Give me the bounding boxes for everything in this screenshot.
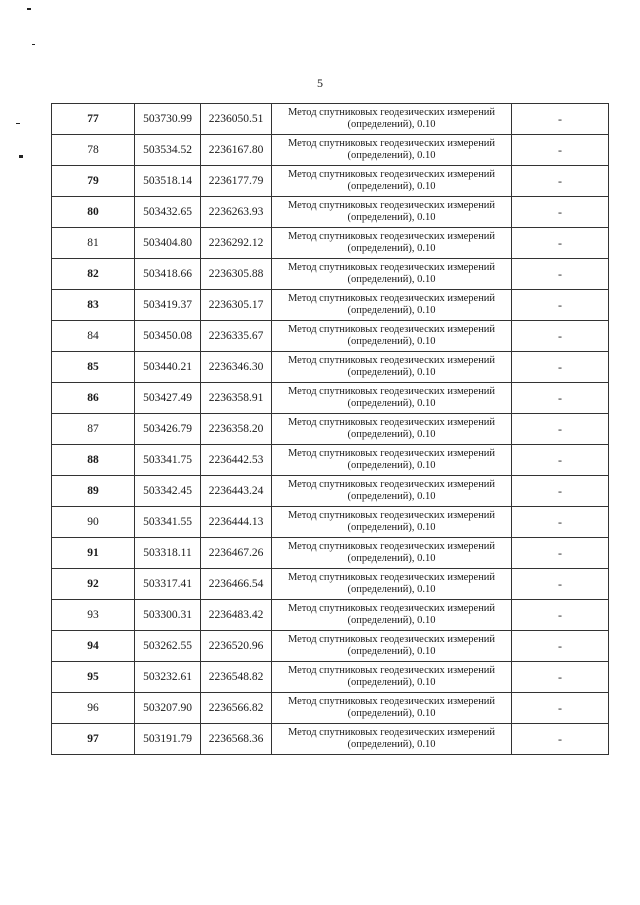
point-number-cell: 87: [52, 414, 135, 445]
x-coordinate-cell: 503191.79: [135, 724, 201, 755]
method-cell: [272, 476, 512, 507]
coordinates-table: [51, 103, 609, 755]
method-text-line: Метод спутниковых геодезических измерений: [287, 603, 496, 614]
method-text-line: Метод спутниковых геодезических измерений: [287, 107, 496, 118]
method-accuracy-line: (определений), 0.10: [347, 181, 436, 192]
x-coordinate-cell: 503404.80: [135, 228, 201, 259]
method-text-line: Метод спутниковых геодезических измерений: [287, 696, 496, 707]
method-cell: [272, 445, 512, 476]
table-row: [52, 693, 609, 724]
dash-cell: -: [512, 724, 609, 755]
x-coordinate-cell: 503427.49: [135, 383, 201, 414]
method-text-line: Метод спутниковых геодезических измерений: [287, 262, 496, 273]
method-cell: [272, 166, 512, 197]
coordinates-table-body: [52, 104, 609, 755]
point-number-cell: 82: [52, 259, 135, 290]
y-coordinate-cell: 2236444.13: [201, 507, 272, 538]
y-coordinate-cell: 2236305.17: [201, 290, 272, 321]
method-cell: [272, 290, 512, 321]
table-row: [52, 507, 609, 538]
y-coordinate-cell: 2236483.42: [201, 600, 272, 631]
method-accuracy-line: (определений), 0.10: [347, 150, 436, 161]
method-cell: [272, 569, 512, 600]
method-text-line: Метод спутниковых геодезических измерений: [287, 665, 496, 676]
table-row: [52, 569, 609, 600]
y-coordinate-cell: 2236263.93: [201, 197, 272, 228]
point-number-cell: 94: [52, 631, 135, 662]
method-accuracy-line: (определений), 0.10: [347, 212, 436, 223]
point-number-cell: 83: [52, 290, 135, 321]
dash-cell: -: [512, 228, 609, 259]
x-coordinate-cell: 503440.21: [135, 352, 201, 383]
x-coordinate-cell: 503232.61: [135, 662, 201, 693]
method-cell: [272, 693, 512, 724]
x-coordinate-cell: 503518.14: [135, 166, 201, 197]
x-coordinate-cell: 503534.52: [135, 135, 201, 166]
table-row: [52, 321, 609, 352]
y-coordinate-cell: 2236548.82: [201, 662, 272, 693]
y-coordinate-cell: 2236177.79: [201, 166, 272, 197]
method-cell: [272, 383, 512, 414]
point-number-cell: 88: [52, 445, 135, 476]
table-row: [52, 383, 609, 414]
method-cell: [272, 259, 512, 290]
point-number-cell: 91: [52, 538, 135, 569]
method-text-line: Метод спутниковых геодезических измерений: [287, 727, 496, 738]
y-coordinate-cell: 2236358.91: [201, 383, 272, 414]
point-number-cell: 96: [52, 693, 135, 724]
y-coordinate-cell: 2236346.30: [201, 352, 272, 383]
y-coordinate-cell: 2236292.12: [201, 228, 272, 259]
method-text-line: Метод спутниковых геодезических измерений: [287, 479, 496, 490]
dash-cell: -: [512, 104, 609, 135]
x-coordinate-cell: 503317.41: [135, 569, 201, 600]
method-accuracy-line: (определений), 0.10: [347, 646, 436, 657]
dash-cell: -: [512, 631, 609, 662]
point-number-cell: 79: [52, 166, 135, 197]
y-coordinate-cell: 2236167.80: [201, 135, 272, 166]
x-coordinate-cell: 503426.79: [135, 414, 201, 445]
method-text-line: Метод спутниковых геодезических измерений: [287, 448, 496, 459]
method-cell: [272, 352, 512, 383]
method-accuracy-line: (определений), 0.10: [347, 739, 436, 750]
method-accuracy-line: (определений), 0.10: [347, 708, 436, 719]
y-coordinate-cell: 2236568.36: [201, 724, 272, 755]
x-coordinate-cell: 503432.65: [135, 197, 201, 228]
point-number-cell: 95: [52, 662, 135, 693]
method-text-line: Метод спутниковых геодезических измерений: [287, 417, 496, 428]
method-text-line: Метод спутниковых геодезических измерений: [287, 355, 496, 366]
x-coordinate-cell: 503450.08: [135, 321, 201, 352]
method-cell: [272, 321, 512, 352]
table-row: [52, 197, 609, 228]
point-number-cell: 80: [52, 197, 135, 228]
method-accuracy-line: (определений), 0.10: [347, 460, 436, 471]
x-coordinate-cell: 503207.90: [135, 693, 201, 724]
x-coordinate-cell: 503262.55: [135, 631, 201, 662]
point-number-cell: 93: [52, 600, 135, 631]
method-cell: [272, 228, 512, 259]
table-row: [52, 631, 609, 662]
dash-cell: -: [512, 693, 609, 724]
method-text-line: Метод спутниковых геодезических измерений: [287, 386, 496, 397]
method-cell: [272, 662, 512, 693]
dash-cell: -: [512, 476, 609, 507]
x-coordinate-cell: 503341.55: [135, 507, 201, 538]
y-coordinate-cell: 2236466.54: [201, 569, 272, 600]
method-text-line: Метод спутниковых геодезических измерений: [287, 169, 496, 180]
table-row: [52, 476, 609, 507]
method-text-line: Метод спутниковых геодезических измерений: [287, 324, 496, 335]
point-number-cell: 90: [52, 507, 135, 538]
method-text-line: Метод спутниковых геодезических измерений: [287, 634, 496, 645]
table-row: [52, 538, 609, 569]
dash-cell: -: [512, 352, 609, 383]
table-row: [52, 104, 609, 135]
y-coordinate-cell: 2236335.67: [201, 321, 272, 352]
point-number-cell: 85: [52, 352, 135, 383]
dash-cell: -: [512, 166, 609, 197]
method-cell: [272, 414, 512, 445]
dash-cell: -: [512, 662, 609, 693]
method-accuracy-line: (определений), 0.10: [347, 584, 436, 595]
table-row: [52, 662, 609, 693]
method-cell: [272, 197, 512, 228]
method-accuracy-line: (определений), 0.10: [347, 677, 436, 688]
y-coordinate-cell: 2236443.24: [201, 476, 272, 507]
dash-cell: -: [512, 569, 609, 600]
method-accuracy-line: (определений), 0.10: [347, 119, 436, 130]
point-number-cell: 89: [52, 476, 135, 507]
method-text-line: Метод спутниковых геодезических измерений: [287, 293, 496, 304]
scan-artifact-mark: [27, 8, 31, 10]
dash-cell: -: [512, 321, 609, 352]
method-accuracy-line: (определений), 0.10: [347, 243, 436, 254]
table-row: [52, 724, 609, 755]
y-coordinate-cell: 2236467.26: [201, 538, 272, 569]
y-coordinate-cell: 2236050.51: [201, 104, 272, 135]
scan-artifact-mark: [32, 44, 35, 45]
table-row: [52, 414, 609, 445]
method-accuracy-line: (определений), 0.10: [347, 398, 436, 409]
method-accuracy-line: (определений), 0.10: [347, 336, 436, 347]
dash-cell: -: [512, 538, 609, 569]
method-accuracy-line: (определений), 0.10: [347, 305, 436, 316]
table-row: [52, 135, 609, 166]
method-text-line: Метод спутниковых геодезических измерений: [287, 200, 496, 211]
table-row: [52, 445, 609, 476]
method-text-line: Метод спутниковых геодезических измерений: [287, 541, 496, 552]
method-cell: [272, 104, 512, 135]
method-accuracy-line: (определений), 0.10: [347, 367, 436, 378]
x-coordinate-cell: 503318.11: [135, 538, 201, 569]
dash-cell: -: [512, 290, 609, 321]
method-accuracy-line: (определений), 0.10: [347, 522, 436, 533]
y-coordinate-cell: 2236566.82: [201, 693, 272, 724]
page-number: 5: [317, 76, 323, 90]
y-coordinate-cell: 2236358.20: [201, 414, 272, 445]
method-text-line: Метод спутниковых геодезических измерений: [287, 138, 496, 149]
method-text-line: Метод спутниковых геодезических измерений: [287, 510, 496, 521]
dash-cell: -: [512, 507, 609, 538]
point-number-cell: 77: [52, 104, 135, 135]
dash-cell: -: [512, 259, 609, 290]
method-accuracy-line: (определений), 0.10: [347, 491, 436, 502]
table-row: [52, 166, 609, 197]
x-coordinate-cell: 503300.31: [135, 600, 201, 631]
scan-artifact-mark: [19, 155, 23, 158]
point-number-cell: 84: [52, 321, 135, 352]
method-cell: [272, 507, 512, 538]
x-coordinate-cell: 503730.99: [135, 104, 201, 135]
dash-cell: -: [512, 414, 609, 445]
point-number-cell: 92: [52, 569, 135, 600]
scan-artifact-mark: [16, 123, 20, 124]
x-coordinate-cell: 503342.45: [135, 476, 201, 507]
dash-cell: -: [512, 383, 609, 414]
method-accuracy-line: (определений), 0.10: [347, 274, 436, 285]
method-cell: [272, 631, 512, 662]
x-coordinate-cell: 503341.75: [135, 445, 201, 476]
y-coordinate-cell: 2236442.53: [201, 445, 272, 476]
dash-cell: -: [512, 135, 609, 166]
dash-cell: -: [512, 445, 609, 476]
method-cell: [272, 724, 512, 755]
method-accuracy-line: (определений), 0.10: [347, 615, 436, 626]
x-coordinate-cell: 503419.37: [135, 290, 201, 321]
x-coordinate-cell: 503418.66: [135, 259, 201, 290]
point-number-cell: 81: [52, 228, 135, 259]
dash-cell: -: [512, 197, 609, 228]
table-row: [52, 228, 609, 259]
table-row: [52, 290, 609, 321]
table-row: [52, 600, 609, 631]
table-row: [52, 259, 609, 290]
method-cell: [272, 600, 512, 631]
method-accuracy-line: (определений), 0.10: [347, 553, 436, 564]
y-coordinate-cell: 2236305.88: [201, 259, 272, 290]
y-coordinate-cell: 2236520.96: [201, 631, 272, 662]
dash-cell: -: [512, 600, 609, 631]
method-cell: [272, 538, 512, 569]
method-text-line: Метод спутниковых геодезических измерений: [287, 231, 496, 242]
point-number-cell: 86: [52, 383, 135, 414]
point-number-cell: 78: [52, 135, 135, 166]
method-accuracy-line: (определений), 0.10: [347, 429, 436, 440]
table-row: [52, 352, 609, 383]
method-text-line: Метод спутниковых геодезических измерений: [287, 572, 496, 583]
point-number-cell: 97: [52, 724, 135, 755]
method-cell: [272, 135, 512, 166]
